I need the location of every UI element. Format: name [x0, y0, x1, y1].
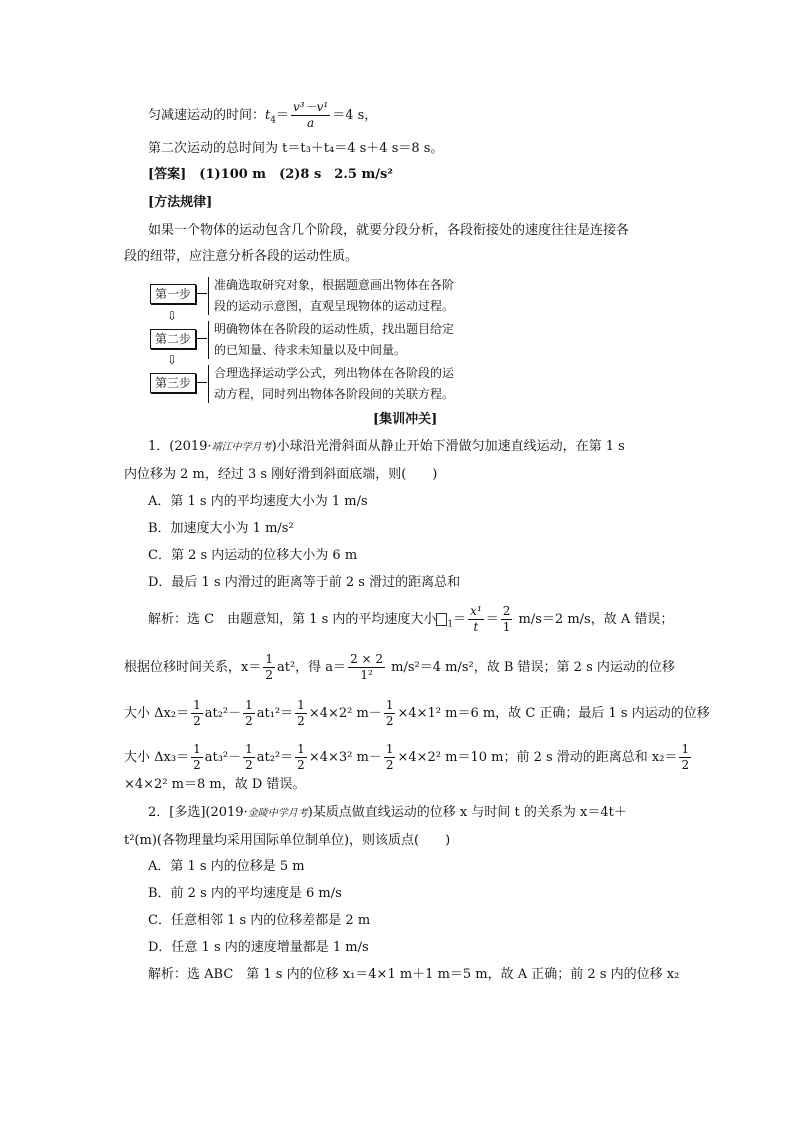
decel-fraction	[291, 100, 330, 131]
q1-solution-line-2	[124, 652, 675, 683]
q1-lead: 1．(2019·	[148, 439, 212, 454]
decel-num: v³－v¹	[293, 100, 329, 114]
q2-option-a: A．第 1 s 内的位移是 5 m	[148, 859, 305, 874]
decel-result: ＝4 s，	[332, 108, 378, 123]
step-3-label: 第三步	[150, 373, 196, 393]
q1-solution-line-5: ×4×2² m＝8 m，故 D 错误。	[124, 777, 306, 792]
half-num: 1	[297, 742, 305, 756]
step-2-connector	[197, 338, 207, 339]
sol3-text-a: 大小 Δx₂＝	[124, 706, 190, 721]
decel-label: 匀减速运动的时间：	[148, 108, 266, 123]
q1-solution-line-1	[148, 604, 673, 635]
sol4-text-d: ×4×3² m－	[308, 750, 382, 765]
step-1-connector	[197, 293, 207, 294]
sol4-text-c: at₂²＝	[256, 750, 294, 765]
section-title: [集训冲关]	[373, 412, 438, 427]
sol1-f1d: t	[473, 620, 479, 634]
sol1-f2d: 1	[502, 620, 511, 634]
q1-stem-line-1	[148, 438, 625, 457]
q2-option-d: D．任意 1 s 内的速度增量都是 1 m/s	[148, 940, 369, 955]
step-1-line-2: 段的运动示意图，直观呈现物体的运动过程。	[214, 299, 455, 313]
decel-t: t	[265, 108, 271, 123]
step-1-bracket	[208, 277, 209, 315]
sol4-text-a: 大小 Δx₃＝	[124, 750, 190, 765]
q2-option-c: C．任意相邻 1 s 内的位移差都是 2 m	[148, 913, 371, 928]
sol2-frac-half	[263, 652, 275, 683]
half-fraction	[295, 698, 307, 729]
method-paragraph-1: 如果一个物体的运动包含几个阶段，就要分段分析，各段衔接处的速度往往是连接各	[148, 223, 630, 238]
sol1-frac-2	[501, 604, 513, 635]
sol3-text-b: at₂²－	[204, 706, 242, 721]
half-den: 2	[245, 758, 253, 772]
q1-option-d: D．最后 1 s 内滑过的距离等于前 2 s 滑过的距离总和	[148, 575, 461, 590]
answer-line: [答案] (1)100 m (2)8 s 2.5 m/s²	[148, 167, 393, 182]
sol3-text-e: ×4×1² m＝6 m，故 C 正确；最后 1 s 内运动的位移	[397, 706, 710, 721]
half-den: 2	[245, 714, 253, 728]
total-time-line: 第二次运动的总时间为 t＝t₃＋t₄＝4 s＋4 s＝8 s。	[148, 141, 444, 156]
half-den: 2	[297, 714, 305, 728]
half-den: 2	[385, 758, 394, 772]
sol1-f2n: 2	[502, 604, 511, 618]
decel-sub: 4	[270, 115, 276, 126]
sol1-eq2: ＝	[485, 612, 499, 627]
q1-source: 靖江中学月考	[211, 442, 272, 453]
sol1-sub: 1	[447, 619, 454, 630]
sol1-text-a: 解析：选 C 由题意知，第 1 s 内的平均速度大小	[148, 612, 437, 627]
q2-stem-line-2: t²(m)(各物理量均采用国际单位制单位)，则该质点( )	[124, 833, 451, 848]
half-fraction	[243, 698, 255, 729]
sol2-f2d: 1²	[360, 668, 373, 682]
step-2-line-1: 明确物体在各阶段的运动性质，找出题目给定	[214, 322, 455, 336]
sol1-text-b: m/s＝2 m/s，故 A 错误；	[514, 612, 674, 627]
q2-source: 金陵中学月考	[247, 808, 308, 819]
sol1-f1n: x¹	[470, 604, 482, 618]
q2-option-b: B．前 2 s 内的平均速度是 6 m/s	[148, 886, 342, 901]
sol1-eq: ＝	[453, 612, 467, 627]
sol1-frac-1	[468, 604, 484, 635]
half-fraction	[384, 742, 396, 773]
q2-stem-line-1	[148, 804, 627, 823]
decel-eq: ＝	[275, 108, 289, 123]
step-3-line-1: 合理选择运动学公式，列出物体在各阶段的运	[214, 366, 455, 380]
step-1-line-1: 准确选取研究对象，根据题意画出物体在各阶	[214, 278, 455, 292]
half-num: 1	[245, 698, 253, 712]
sol2-text-a: 根据位移时间关系，x＝	[124, 660, 262, 675]
sol2-text-c: m/s²＝4 m/s²，故 B 错误；第 2 s 内运动的位移	[387, 660, 675, 675]
sol2-frac-a	[348, 652, 385, 683]
q1-solution-line-3	[124, 698, 710, 729]
step-2-line-2: 的已知量、待求未知量以及中间量。	[214, 343, 407, 357]
half-num: 1	[297, 698, 305, 712]
decel-time-line	[148, 100, 377, 131]
half-fraction	[295, 742, 307, 773]
method-title: [方法规律]	[148, 195, 213, 210]
sol2-f2n: 2 × 2	[350, 652, 384, 666]
half-fraction	[191, 698, 203, 729]
half-fraction	[191, 742, 203, 773]
sol2-fd: 2	[265, 668, 273, 682]
sol2-fn: 1	[265, 652, 273, 666]
q1-stem-1: )小球沿光滑斜面从静止开始下滑做匀加速直线运动，在第 1 s	[271, 439, 625, 454]
half-num: 1	[193, 698, 201, 712]
half-fraction	[243, 742, 255, 773]
step-2-label: 第二步	[150, 329, 196, 349]
half-den: 2	[681, 758, 690, 772]
step-2-bracket	[208, 321, 209, 359]
half-num: 1	[385, 698, 394, 712]
q1-option-c: C．第 2 s 内运动的位移大小为 6 m	[148, 548, 358, 563]
half-num: 1	[385, 742, 394, 756]
sol2-text-b: at²，得 a＝	[276, 660, 347, 675]
sol4-text-e: ×4×2² m＝10 m；前 2 s 滑动的距离总和 x₂＝	[397, 750, 678, 765]
half-num: 1	[193, 742, 201, 756]
half-fraction	[384, 698, 396, 729]
down-arrow-icon: ⇩	[167, 353, 178, 367]
step-1-label: 第一步	[150, 284, 196, 304]
v-bar-icon	[436, 613, 447, 626]
half-den: 2	[297, 758, 305, 772]
sol4-text-b: at₃²－	[204, 750, 242, 765]
half-num: 1	[681, 742, 690, 756]
decel-den: a	[307, 116, 315, 130]
step-3-bracket	[208, 365, 209, 403]
q2-stem-1: )某质点做直线运动的位移 x 与时间 t 的关系为 x＝4t＋	[307, 805, 627, 820]
half-num: 1	[245, 742, 253, 756]
step-3-line-2: 动方程，同时列出物体各阶段间的关联方程。	[214, 387, 455, 401]
method-paragraph-2: 段的纽带，应注意分析各段的运动性质。	[124, 249, 359, 264]
q2-solution: 解析：选 ABC 第 1 s 内的位移 x₁＝4×1 m＋1 m＝5 m，故 A 正确；前 2 s 内的位移 x₂	[148, 967, 680, 982]
sol3-text-c: at₁²＝	[256, 706, 294, 721]
q2-lead: 2．[多选](2019·	[148, 805, 248, 820]
q1-stem-line-2: 内位移为 2 m，经过 3 s 刚好滑到斜面底端，则( )	[124, 467, 438, 482]
half-den: 2	[193, 758, 201, 772]
half-fraction	[679, 742, 691, 773]
sol3-text-d: ×4×2² m－	[308, 706, 382, 721]
down-arrow-icon: ⇩	[167, 309, 178, 323]
q1-option-b: B．加速度大小为 1 m/s²	[148, 521, 294, 536]
step-3-connector	[197, 382, 207, 383]
half-den: 2	[193, 714, 201, 728]
q1-option-a: A．第 1 s 内的平均速度大小为 1 m/s	[148, 494, 368, 509]
q1-solution-line-4	[124, 742, 693, 773]
half-den: 2	[385, 714, 394, 728]
